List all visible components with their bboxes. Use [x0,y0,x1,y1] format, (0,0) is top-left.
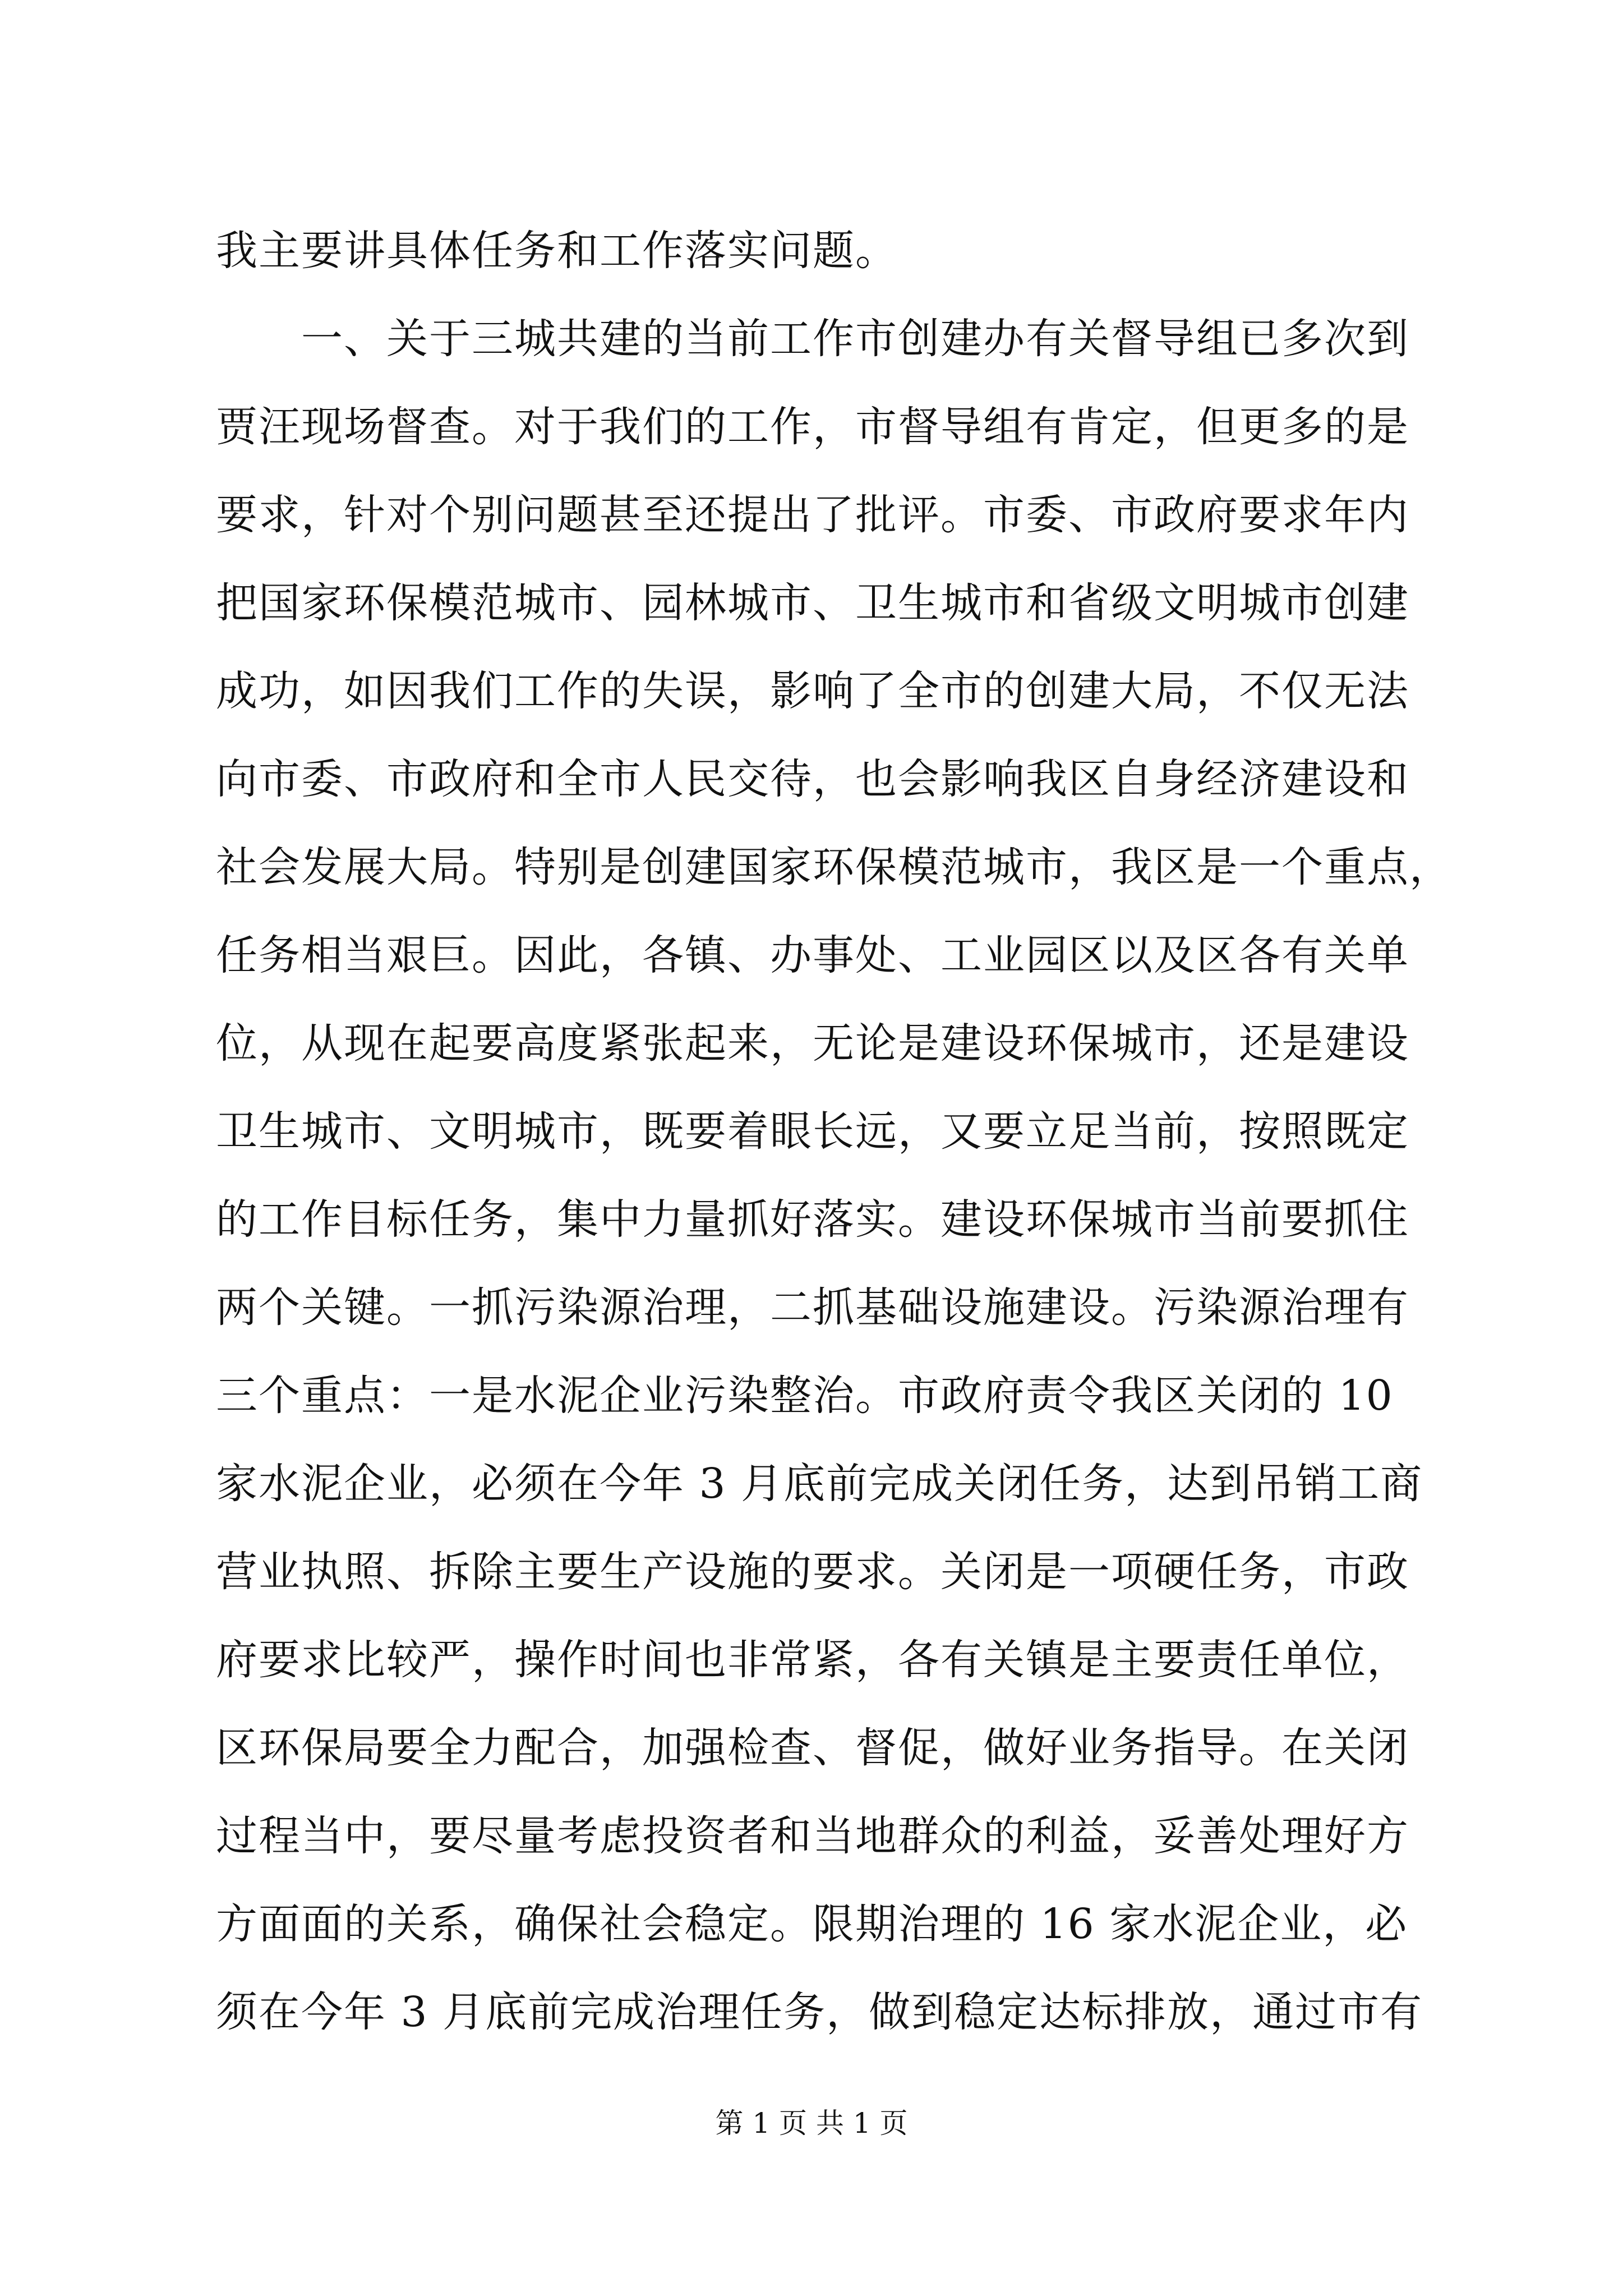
text-line: 的工作目标任务，集中力量抓好落实。建设环保城市当前要抓住 [216,1195,1409,1244]
text-line: 府要求比较严，操作时间也非常紧，各有关镇是主要责任单位， [216,1636,1409,1684]
text-line: 两个关键。一抓污染源治理，二抓基础设施建设。污染源治理有 [216,1283,1409,1332]
text-line: 社会发展大局。特别是创建国家环保模范城市，我区是一个重点， [216,843,1452,891]
text-line: 任务相当艰巨。因此，各镇、办事处、工业园区以及区各有关单 [216,931,1409,979]
text-line: 卫生城市、文明城市，既要着眼长远，又要立足当前，按照既定 [216,1107,1409,1156]
text-line: 要求，针对个别问题甚至还提出了批评。市委、市政府要求年内 [216,491,1409,539]
text-line: 把国家环保模范城市、园林城市、卫生城市和省级文明城市创建 [216,579,1409,627]
text-line: 方面面的关系，确保社会稳定。限期治理的 16 家水泥企业，必 [216,1900,1408,1948]
text-line: 三个重点：一是水泥企业污染整治。市政府责令我区关闭的 10 [216,1372,1394,1420]
text-line: 过程当中，要尽量考虑投资者和当地群众的利益，妥善处理好方 [216,1812,1409,1860]
text-line: 我主要讲具体任务和工作落实问题。 [216,227,898,275]
text-line: 营业执照、拆除主要生产设施的要求。关闭是一项硬任务，市政 [216,1548,1409,1596]
text-line: 成功，如因我们工作的失误，影响了全市的创建大局，不仅无法 [216,667,1409,715]
text-line: 家水泥企业，必须在今年 3 月底前完成关闭任务，达到吊销工商 [216,1460,1423,1508]
text-line: 位，从现在起要高度紧张起来，无论是建设环保城市，还是建设 [216,1019,1409,1068]
text-line: 一、关于三城共建的当前工作市创建办有关督导组已多次到 [216,315,1409,363]
page-number-footer: 第 1 页 共 1 页 [715,2107,908,2139]
text-line: 区环保局要全力配合，加强检查、督促，做好业务指导。在关闭 [216,1724,1409,1772]
text-line: 向市委、市政府和全市人民交待，也会影响我区自身经济建设和 [216,755,1409,803]
text-line: 须在今年 3 月底前完成治理任务，做到稳定达标排放，通过市有 [216,1988,1423,2036]
text-line: 贾汪现场督查。对于我们的工作，市督导组有肯定，但更多的是 [216,403,1409,451]
